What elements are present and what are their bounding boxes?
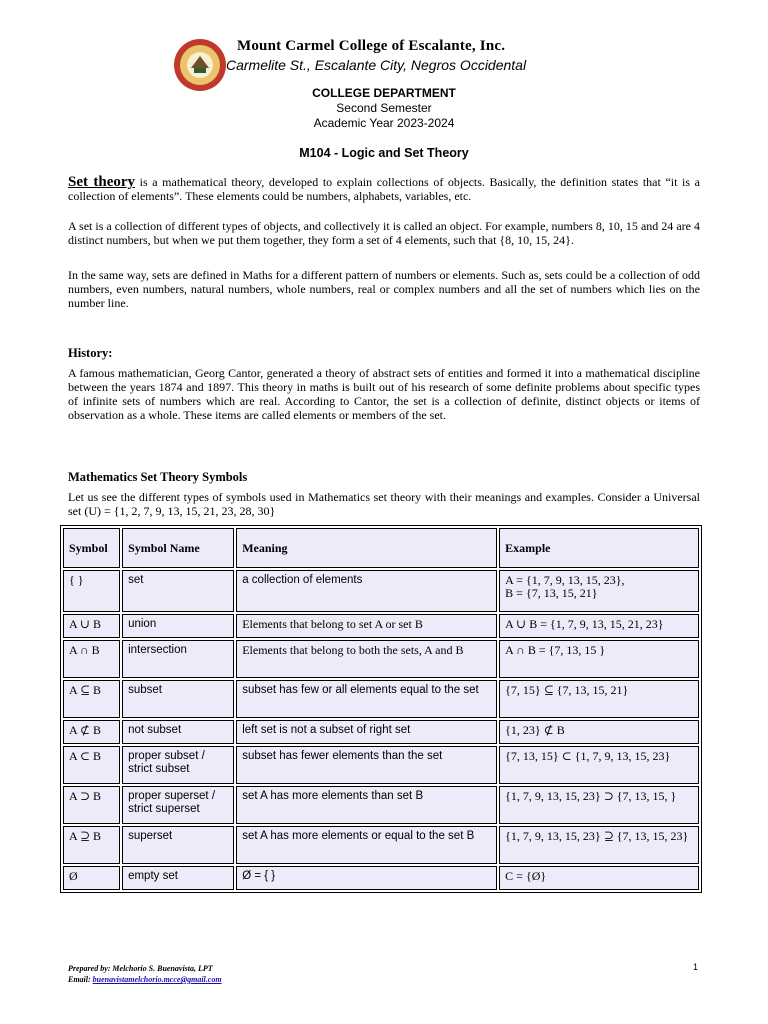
set-symbols-table <box>60 525 702 893</box>
table-row <box>63 614 699 638</box>
symbol-cell: A ⊂ B <box>63 746 120 784</box>
symbol-name-cell: proper superset / strict superset <box>122 786 234 824</box>
header-symbol: Symbol <box>63 528 120 568</box>
table-row <box>63 866 699 890</box>
table-row <box>63 640 699 678</box>
email-label: Email: <box>68 975 93 984</box>
page-number: 1 <box>693 962 699 972</box>
symbol-name-cell: subset <box>122 680 234 718</box>
course-title: M104 - Logic and Set Theory <box>299 146 469 160</box>
set-patterns-paragraph: In the same way, sets are defined in Maths for a different pattern of numbers or elements. Such as, sets could be a collection of odd numbers, even numbers, natural numbers, whole numbers, real or complex numbers and all the set of numbers which lies on the number line. <box>68 268 700 310</box>
symbol-name-cell: empty set <box>122 866 234 890</box>
meaning-cell: set A has more elements or equal to the set B <box>236 826 497 864</box>
table-row <box>63 680 699 718</box>
footer-credits <box>68 963 222 985</box>
table-row <box>63 826 699 864</box>
symbol-cell: A ⊄ B <box>63 720 120 744</box>
header-symbol-name: Symbol Name <box>122 528 234 568</box>
meaning-cell: a collection of elements <box>236 570 497 612</box>
meaning-cell: set A has more elements than set B <box>236 786 497 824</box>
semester-label: Second Semester <box>336 101 432 115</box>
meaning-cell: Elements that belong to set A or set B <box>236 614 497 638</box>
symbol-name-cell: set <box>122 570 234 612</box>
table-row <box>63 720 699 744</box>
symbol-cell: A ⊃ B <box>63 786 120 824</box>
header-meaning: Meaning <box>236 528 497 568</box>
symbol-name-cell: superset <box>122 826 234 864</box>
example-cell: C = {Ø} <box>499 866 699 890</box>
symbol-name-cell: intersection <box>122 640 234 678</box>
table-row <box>63 786 699 824</box>
set-definition-paragraph: A set is a collection of different types of objects, and collectively it is called an object. For example, numbers 8, 10, 15 and 24 are 4 distinct numbers, but when we put them together, they form a set of 4 elements, such that {8, 10, 15, 24}. <box>68 219 700 247</box>
symbol-cell: A ∪ B <box>63 614 120 638</box>
example-cell: A ∩ B = {7, 13, 15 } <box>499 640 699 678</box>
symbol-cell: A ∩ B <box>63 640 120 678</box>
symbol-cell: Ø <box>63 866 120 890</box>
set-theory-term: Set theory <box>68 174 136 190</box>
college-address: Carmelite St., Escalante City, Negros Occidental <box>226 57 527 73</box>
example-cell: A = {1, 7, 9, 13, 15, 23}, B = {7, 13, 15, 21} <box>499 570 699 612</box>
example-cell: {7, 13, 15} ⊂ {1, 7, 9, 13, 15, 23} <box>499 746 699 784</box>
email-line <box>68 974 222 985</box>
meaning-cell: Ø = { } <box>236 866 497 890</box>
meaning-cell: subset has fewer elements than the set <box>236 746 497 784</box>
symbols-heading: Mathematics Set Theory Symbols <box>68 470 248 484</box>
example-cell: {1, 23} ⊄ B <box>499 720 699 744</box>
header-example: Example <box>499 528 699 568</box>
email-link[interactable]: buenavistamelchorio.mcce@gmail.com <box>92 975 222 984</box>
intro-text: is a mathematical theory, developed to explain collections of objects. Basically, the definition states that “it is a collection of elements”. These elements could be numbers, alphabets, variables, etc. <box>68 175 700 203</box>
prepared-by-label: Prepared by: Melchorio S. Buenavista, LPT <box>68 964 213 973</box>
meaning-cell: subset has few or all elements equal to the set <box>236 680 497 718</box>
college-name: Mount Carmel College of Escalante, Inc. <box>237 38 506 54</box>
table-row <box>63 746 699 784</box>
example-cell: {7, 15} ⊆ {7, 13, 15, 21} <box>499 680 699 718</box>
symbol-name-cell: proper subset / strict subset <box>122 746 234 784</box>
example-cell: A ∪ B = {1, 7, 9, 13, 15, 21, 23} <box>499 614 699 638</box>
history-heading: History: <box>68 346 113 360</box>
meaning-cell: Elements that belong to both the sets, A and B <box>236 640 497 678</box>
department-title: COLLEGE DEPARTMENT <box>312 86 456 100</box>
table-row <box>63 570 699 612</box>
symbols-intro-paragraph: Let us see the different types of symbols used in Mathematics set theory with their meanings and examples. Consider a Universal set (U) = {1, 2, 7, 9, 13, 15, 21, 23, 28, 30} <box>68 490 700 518</box>
symbol-cell: A ⊆ B <box>63 680 120 718</box>
intro-paragraph <box>68 175 700 203</box>
example-cell: {1, 7, 9, 13, 15, 23} ⊇ {7, 13, 15, 23} <box>499 826 699 864</box>
example-cell: {1, 7, 9, 13, 15, 23} ⊃ {7, 13, 15, } <box>499 786 699 824</box>
symbol-name-cell: union <box>122 614 234 638</box>
symbol-cell: A ⊇ B <box>63 826 120 864</box>
history-paragraph: A famous mathematician, Georg Cantor, generated a theory of abstract sets of entities and formed it into a mathematical discipline between the years 1874 and 1897. This theory in maths is built out of his research of some definite problems about specific types of infinite sets of numbers which are real. According to Cantor, the set is a collection of definite, distinct objects or items of observation as a whole. These items are called elements or members of the set. <box>68 366 700 422</box>
symbol-name-cell: not subset <box>122 720 234 744</box>
academic-year-label: Academic Year 2023-2024 <box>313 116 455 130</box>
meaning-cell: left set is not a subset of right set <box>236 720 497 744</box>
college-seal-icon <box>173 38 227 92</box>
symbol-cell: { } <box>63 570 120 612</box>
table-header-row <box>63 528 699 568</box>
